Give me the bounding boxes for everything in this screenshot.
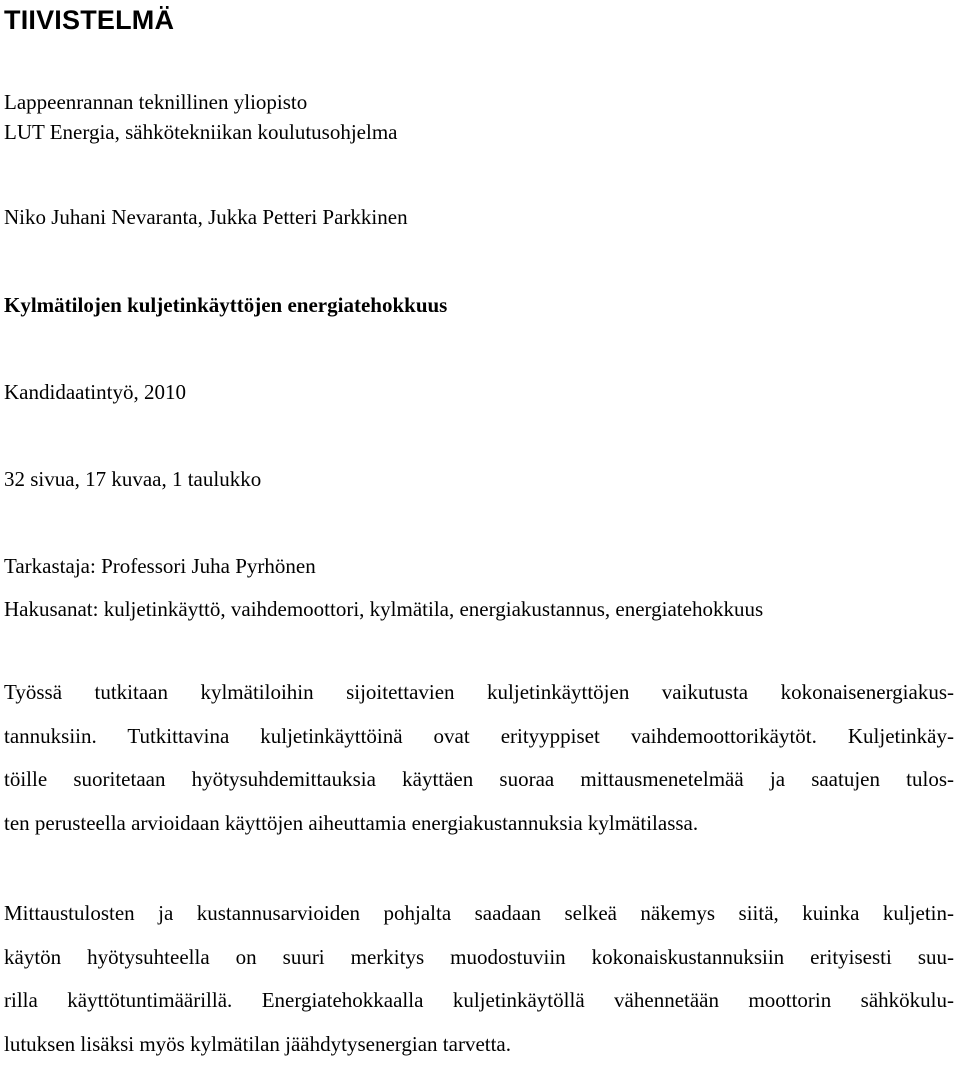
thesis-info-line: Kandidaatintyö, 2010 — [4, 378, 186, 406]
department-line: LUT Energia, sähkötekniikan koulutusohjelma — [4, 118, 397, 146]
page-heading: TIIVISTELMÄ — [4, 2, 174, 38]
examiner-line: Tarkastaja: Professori Juha Pyrhönen — [4, 552, 316, 580]
paragraph-1-line: tannuksiin. Tutkittavina kuljetinkäyttöinä ovat erityyppiset vaihdemoottorikäytöt. Kuljetinkäy- — [4, 715, 954, 759]
paragraph-2-line: rilla käyttötuntimäärillä. Energiatehokkaalla kuljetinkäytöllä vähennetään moottorin sähkökulu- — [4, 979, 954, 1023]
paragraph-2-line: käytön hyötysuhteella on suuri merkitys muodostuviin kokonaiskustannuksiin erityisesti suu- — [4, 936, 954, 980]
paragraph-1-line: Työssä tutkitaan kylmätiloihin sijoitettavien kuljetinkäyttöjen vaikutusta kokonaisenergiakus- — [4, 671, 954, 715]
page-info-line: 32 sivua, 17 kuvaa, 1 taulukko — [4, 465, 261, 493]
paragraph-2-line: Mittaustulosten ja kustannusarvioiden pohjalta saadaan selkeä näkemys siitä, kuinka kuljetin- — [4, 892, 954, 936]
abstract-paragraph-1 — [4, 671, 954, 845]
thesis-title: Kylmätilojen kuljetinkäyttöjen energiatehokkuus — [4, 291, 447, 319]
paragraph-2-line: lutuksen lisäksi myös kylmätilan jäähdytysenergian tarvetta. — [4, 1023, 954, 1066]
authors-line: Niko Juhani Nevaranta, Jukka Petteri Parkkinen — [4, 203, 408, 231]
abstract-paragraph-2 — [4, 892, 954, 1066]
paragraph-1-line: töille suoritetaan hyötysuhdemittauksia käyttäen suoraa mittausmenetelmää ja saatujen tulos- — [4, 758, 954, 802]
university-line: Lappeenrannan teknillinen yliopisto — [4, 88, 307, 116]
keywords-line: Hakusanat: kuljetinkäyttö, vaihdemoottori, kylmätila, energiakustannus, energiatehokkuus — [4, 595, 763, 623]
paragraph-1-line: ten perusteella arvioidaan käyttöjen aiheuttamia energiakustannuksia kylmätilassa. — [4, 802, 954, 846]
